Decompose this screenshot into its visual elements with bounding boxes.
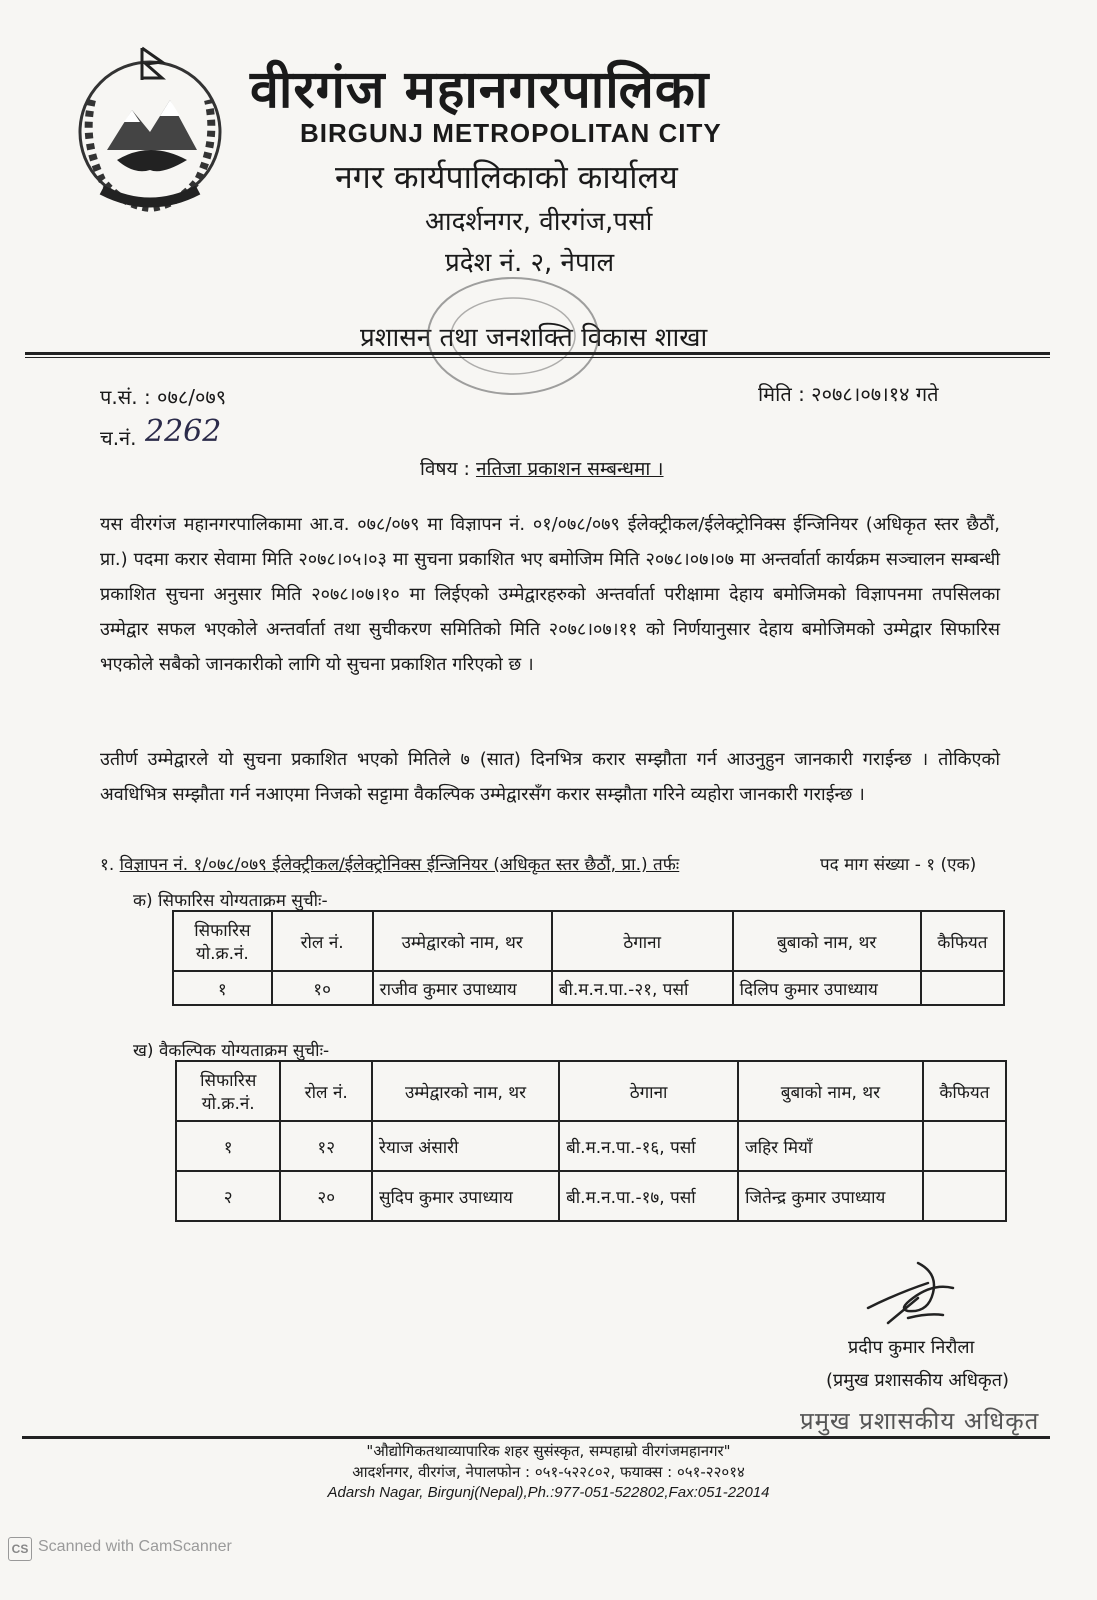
cell-roll: १२ (280, 1121, 372, 1171)
alternate-candidates-table (175, 1060, 1007, 1222)
table-row (176, 1171, 1006, 1221)
cell-remarks (921, 971, 1004, 1005)
cell-remarks (923, 1121, 1006, 1171)
body-paragraph-2: उतीर्ण उम्मेद्वारले यो सुचना प्रकाशित भएको मितिले ७ (सात) दिनभित्र करार सम्झौता गर्न आउनुहुन जानकारी गराईन्छ । तोकिएको अवधिभित्र सम्झौता गर्न नआएमा निजको सट्टामा वैकल्पिक उम्मेद्वारसँग करार सम्झौता गरिने व्यहोरा जानकारी गराईन्छ । (100, 749, 1000, 805)
subject-label: विषय : (420, 458, 470, 480)
camscanner-logo-icon: CS (8, 1537, 32, 1561)
cell-serial: १ (176, 1121, 280, 1171)
dispatch-number-handwritten: 2262 (145, 414, 222, 449)
recommended-candidates-table (172, 910, 1005, 1006)
address-line-2: प्रदेश नं. २, नेपाल (445, 248, 615, 278)
reference-number: प.सं. : ०७८/०७९ (100, 385, 227, 409)
header-name: उम्मेद्वारको नाम, थर (372, 1061, 559, 1121)
header-remarks: कैफियत (923, 1061, 1006, 1121)
header-roll: रोल नं. (280, 1061, 372, 1121)
header-name: उम्मेद्वारको नाम, थर (373, 911, 552, 971)
cell-serial: १ (173, 971, 272, 1005)
cell-name: रेयाज अंसारी (372, 1121, 559, 1171)
header-father-name: बुबाको नाम, थर (733, 911, 921, 971)
cell-father-name: दिलिप कुमार उपाध्याय (733, 971, 921, 1005)
emblem-icon (62, 40, 238, 216)
cell-remarks (923, 1171, 1006, 1221)
signatory-name: प्रदीप कुमार निरौला (848, 1337, 975, 1358)
municipality-title-nepali: वीरगंज महानगरपालिका (250, 60, 710, 120)
office-stamp-icon (418, 266, 608, 406)
cell-name: सुदिप कुमार उपाध्याय (372, 1171, 559, 1221)
alternate-list-label: ख) वैकल्पिक योग्यताक्रम सुचीः- (133, 1041, 330, 1061)
branch-name: प्रशासन तथा जनशक्ति विकास शाखा (360, 323, 708, 353)
table-row (173, 971, 1004, 1005)
letterhead-divider (25, 352, 1050, 358)
section-1-number: १. (100, 855, 115, 875)
footer-contact-nepali: आदर्शनगर, वीरगंज, नेपालफोन : ०५१-५२२८०२, फयाक्स : ०५१-२२०१४ (352, 1463, 745, 1481)
municipality-title-english: BIRGUNJ METROPOLITAN CITY (300, 118, 722, 148)
number-of-posts: पद माग संख्या - १ (एक) (820, 855, 977, 875)
footer-divider (22, 1436, 1050, 1439)
section-1-title: विज्ञापन नं. १/०७८/०७९ ईलेक्ट्रीकल/ईलेक्ट्रोनिक्स ईन्जिनियर (अधिकृत स्तर छैठौं, प्रा.) तर्फः (119, 855, 680, 875)
header-serial: सिफारिस यो.क्र.नं. (173, 911, 272, 971)
cell-roll: २० (280, 1171, 372, 1221)
cell-roll: १० (272, 971, 373, 1005)
header-serial: सिफारिस यो.क्र.नं. (176, 1061, 280, 1121)
signature-icon (858, 1253, 968, 1333)
cell-father-name: जितेन्द्र कुमार उपाध्याय (738, 1171, 923, 1221)
header-address: ठेगाना (552, 911, 733, 971)
cell-address: बी.म.न.पा.-१६, पर्सा (559, 1121, 738, 1171)
section-1-heading (100, 852, 679, 875)
header-roll: रोल नं. (272, 911, 373, 971)
header-address: ठेगाना (559, 1061, 738, 1121)
table-header-row (173, 911, 1004, 971)
recommended-list-label: क) सिफारिस योग्यताक्रम सुचीः- (133, 891, 328, 911)
cell-name: राजीव कुमार उपाध्याय (373, 971, 552, 1005)
signatory-designation: (प्रमुख प्रशासकीय अधिकृत) (826, 1370, 1010, 1391)
designation-stamp: प्रमुख प्रशासकीय अधिकृत (800, 1407, 1040, 1435)
cell-address: बी.म.न.पा.-२१, पर्सा (552, 971, 733, 1005)
footer-contact-english: Adarsh Nagar, Birgunj(Nepal),Ph.:977-051-522802,Fax:051-22014 (327, 1484, 770, 1501)
body-paragraph-1: यस वीरगंज महानगरपालिकामा आ.व. ०७८/०७९ मा विज्ञापन नं. ०१/०७८/०७९ ईलेक्ट्रीकल/ईलेक्ट्रोनिक्स ईन्जिनियर (अधिकृत स्तर छैठौं, प्रा.) पदमा करार सेवामा मिति २०७८।०५।०३ मा सुचना प्रकाशित भए बमोजिम मिति २०७८।०७।०७ मा अन्तर्वार्ता कार्यक्रम सञ्चालन सम्बन्धी प्रकाशित सुचना अनुसार मिति २०७८।०७।१० मा लिईएको उम्मेद्वारहरुको अन्तर्वार्ता परीक्षामा देहाय बमोजिमको विज्ञापनमा तपसिलका उम्मेद्वार सफल भएकोले अन्तर्वार्ता तथा सुचीकरण समितिको मिति २०७८।०७।११ को निर्णयानुसार देहाय बमोजिमको उम्मेद्वार सिफारिस भएकोले सबैको जानकारीको लागि यो सुचना प्रकाशित गरिएको छ । (100, 514, 1001, 675)
cell-serial: २ (176, 1171, 280, 1221)
address-line-1: आदर्शनगर, वीरगंज,पर्सा (425, 207, 653, 237)
header-father-name: बुबाको नाम, थर (738, 1061, 923, 1121)
footer-slogan: "औद्योगिकतथाव्यापारिक शहर सुसंस्कृत, सम्पहाम्रो वीरगंजमहानगर" (366, 1442, 731, 1460)
scanner-watermark: Scanned with CamScanner (38, 1538, 232, 1555)
table-header-row (176, 1061, 1006, 1121)
subject-text: नतिजा प्रकाशन सम्बन्धमा । (475, 458, 664, 480)
dispatch-number-label: च.नं. (100, 426, 137, 450)
cell-address: बी.म.न.पा.-१७, पर्सा (559, 1171, 738, 1221)
cell-father-name: जहिर मियाँ (738, 1121, 923, 1171)
subject-line (420, 455, 664, 481)
table-row (176, 1121, 1006, 1171)
issue-date: मिति : २०७८।०७।१४ गते (758, 382, 939, 406)
office-name: नगर कार्यपालिकाको कार्यालय (335, 158, 678, 196)
header-remarks: कैफियत (921, 911, 1004, 971)
